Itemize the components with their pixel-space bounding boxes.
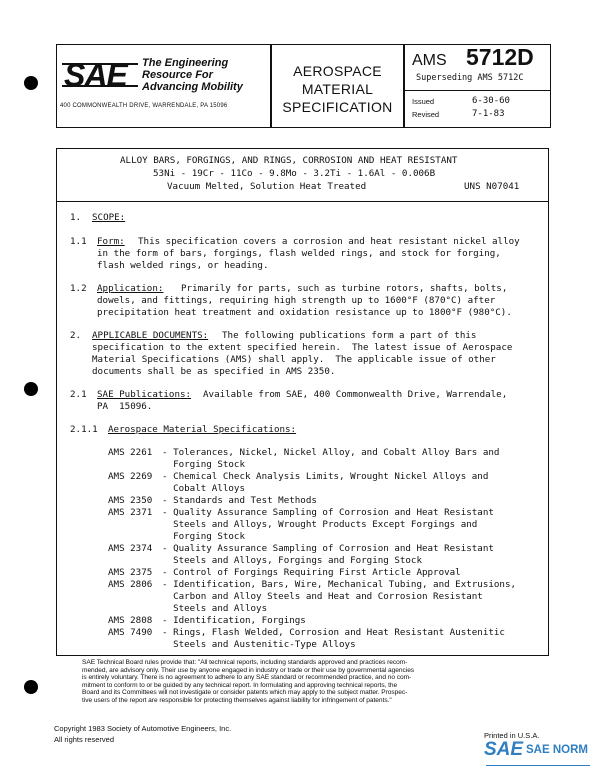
sae-logo [62,56,138,94]
ref-num: AMS 2371 [108,507,153,518]
sec-2-line-1: The following publications form a part of this [222,330,477,341]
sec-1-1-heading: Form: [97,236,125,247]
binder-hole-top [24,76,38,90]
ref-line: - Chemical Check Analysis Limits, Wrought Nickel Alloys and [162,471,489,482]
sec-1-heading: SCOPE: [92,212,126,223]
center-title-line-3: SPECIFICATION [282,99,393,115]
notice-line: mitment to conform to or be guided by any technical report. In formulating and approving technical reports, the [82,681,398,689]
ref-line: Forging Stock [162,531,245,542]
ref-line: - Rings, Flash Welded, Corrosion and Heat Resistant Austenitic [162,627,505,638]
ams-number: 5712D [466,44,534,70]
center-title-line-2: MATERIAL [301,81,374,97]
frame-bottom [56,655,549,656]
frame-top [56,148,549,149]
sec-1-2-line-3: precipitation heat treatment and oxidation resistance up to 1800°F (980°C). [97,307,512,318]
sae-tagline [142,57,243,93]
ref-num: AMS 2269 [108,471,153,482]
copyright: Copyright 1983 Society of Automotive Engineers, Inc. [54,724,232,733]
ref-line: Carbon and Alloy Steels and Heat and Corrosion Resistant [162,591,483,602]
ref-line: Forging Stock [162,459,245,470]
sec-2-1-num: 2.1 [70,389,87,400]
notice-line: Board and its Committees will not investigate or consider patents which may apply to the subject matter. Prospec- [82,689,408,697]
notice-line: is entirely voluntary. There is no agreement to adhere to any SAE standard or recommended practice, and no com- [82,674,412,682]
sae-norm-text: SAE NORM [526,744,588,756]
printed-in: Printed in U.S.A. [484,731,540,740]
ref-line: Steels and Alloys, Forgings and Forging Stock [162,555,422,566]
sec-2-1-line-1: Available from SAE, 400 Commonwealth Drive, Warrendale, [203,389,508,400]
ref-line: Steels and Alloys, Wrought Products Except Forgings and [162,519,478,530]
frame-right [548,148,549,656]
sec-1-1-line-1: This specification covers a corrosion and heat resistant nickel alloy [138,236,520,247]
ref-line: - Standards and Test Methods [162,495,317,506]
revised-date: 7-1-83 [472,109,505,119]
sec-2-heading: APPLICABLE DOCUMENTS: [92,330,209,341]
superseding-note: Superseding AMS 5712C [416,73,524,83]
ref-num: AMS 2375 [108,567,153,578]
ref-line: - Identification, Bars, Wire, Mechanical Tubing, and Extrusions, [162,579,517,590]
sec-1-2-heading: Application: [97,283,164,294]
header-center-title [270,62,405,116]
spec-title-line-2: 53Ni - 19Cr - 11Co - 9.8Mo - 3.2Ti - 1.6Al - 0.006B [153,168,436,179]
binder-hole-bottom [24,680,38,694]
sae-norm-underline [486,765,590,766]
sec-2-line-4: documents shall be as specified in AMS 2350. [92,366,336,377]
number-box-divider [404,90,550,91]
sec-1-1-line-2: in the form of bars, forgings, flash welded rings, and stock for forging, [97,248,501,259]
binder-hole-middle [24,382,38,396]
sec-1-2-line-2: dowels, and fittings, requiring high strength up to 1600°F (870°C) after [97,295,496,306]
spec-title-line-3: Vacuum Melted, Solution Heat Treated [167,181,367,192]
ams-prefix: AMS [412,52,447,69]
uns-number: UNS N07041 [464,181,520,192]
title-divider [57,201,548,202]
ref-num: AMS 2806 [108,579,153,590]
notice-line: mended, are advisory only. Their use by anyone engaged in industry or trade or their use by governmental agencies [82,666,415,674]
ref-line: - Tolerances, Nickel, Nickel Alloy, and Cobalt Alloy Bars and [162,447,500,458]
sae-norm-stamp [484,741,594,771]
center-title-line-1: AEROSPACE [293,63,382,79]
sec-2-line-3: Material Specifications (AMS) shall apply. The applicable issue of other [92,354,496,365]
sec-1-1-line-3: flash welded rings, or heading. [97,260,269,271]
sec-1-2-line-1: Primarily for parts, such as turbine rotors, shafts, bolts, [181,283,508,294]
tagline-line-1: The Engineering [142,57,229,69]
ref-num: AMS 2808 [108,615,153,626]
sae-logo-text: SAE [64,57,127,93]
sec-1-num: 1. [70,212,82,223]
sae-address: 400 COMMONWEALTH DRIVE, WARRENDALE, PA 15096 [60,103,228,109]
sae-norm-logo: SAE [484,739,524,760]
ref-line: - Quality Assurance Sampling of Corrosion and Heat Resistant [162,543,494,554]
ref-line: Steels and Alloys [162,603,268,614]
notice-line: tive users of the report are responsible for protecting themselves against liability for infringement of patents." [82,696,392,704]
sec-1-1-num: 1.1 [70,236,87,247]
ref-num: AMS 2261 [108,447,153,458]
issued-label: Issued [412,97,435,106]
sec-2-num: 2. [70,330,82,341]
spec-title-line-1: ALLOY BARS, FORGINGS, AND RINGS, CORROSION AND HEAT RESISTANT [120,155,458,166]
ref-num: AMS 2350 [108,495,153,506]
sec-2-1-1-heading: Aerospace Material Specifications: [108,424,297,435]
tagline-line-2: Resource For [142,69,213,81]
sec-1-2-num: 1.2 [70,283,87,294]
sec-2-1-heading: SAE Publications: [97,389,192,400]
ref-num: AMS 7490 [108,627,153,638]
technical-board-notice [82,659,414,705]
ref-line: Cobalt Alloys [162,483,245,494]
revised-label: Revised [412,110,440,119]
tagline-line-3: Advancing Mobility [142,81,243,93]
sec-2-1-line-2: PA 15096. [97,401,153,412]
rights-reserved: All rights reserved [54,735,115,744]
issued-date: 6-30-60 [472,96,510,106]
ref-line: - Control of Forgings Requiring First Article Approval [162,567,461,578]
sec-2-line-2: specification to the extent specified herein. The latest issue of Aerospace [92,342,513,353]
sec-2-1-1-num: 2.1.1 [70,424,98,435]
frame-left [56,148,57,656]
ref-num: AMS 2374 [108,543,153,554]
ref-line: - Identification, Forgings [162,615,306,626]
notice-line: SAE Technical Board rules provide that: "All technical reports, including standards approved and practices recom- [82,659,408,666]
ref-line: Steels and Austenitic-Type Alloys [162,639,356,650]
ref-line: - Quality Assurance Sampling of Corrosion and Heat Resistant [162,507,494,518]
